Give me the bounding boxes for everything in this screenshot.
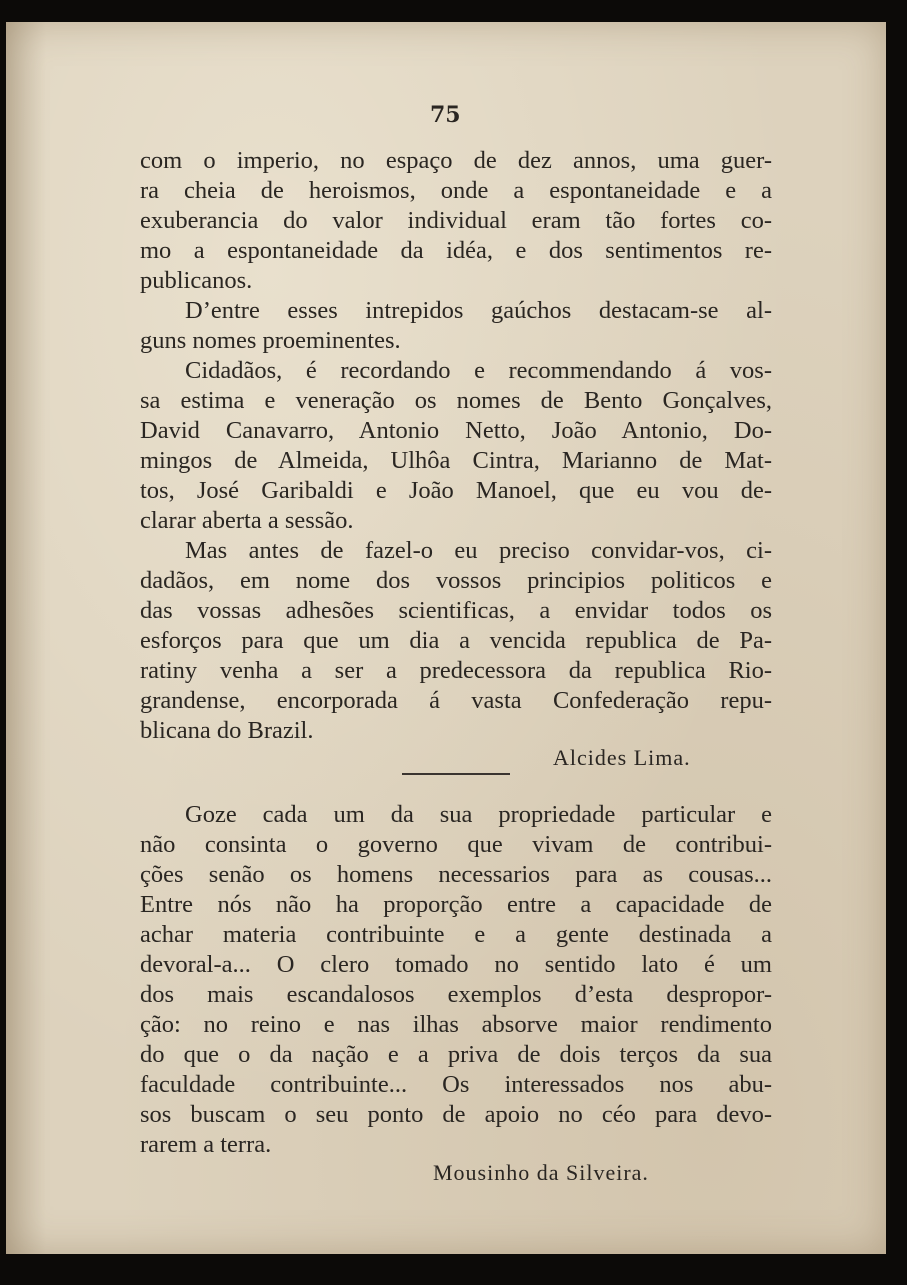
text-line: exuberancia do valor individual eram tão fortes co-: [140, 207, 772, 234]
text-line: mo a espontaneidade da idéa, e dos sentimentos re-: [140, 237, 772, 264]
text-line: ratiny venha a ser a predecessora da republica Rio-: [140, 657, 772, 684]
text-line: rarem a terra.: [140, 1131, 272, 1158]
text-line: dos mais escandalosos exemplos d’esta despropor-: [140, 981, 772, 1008]
section-divider: [402, 773, 510, 775]
text-line: grandense, encorporada á vasta Confederação repu-: [140, 687, 772, 714]
text-line: não consinta o governo que vivam de contribui-: [140, 831, 772, 858]
text-line: devoral-a... O clero tomado no sentido lato é um: [140, 951, 772, 978]
page-number: 75: [430, 102, 461, 128]
text-line: do que o da nação e a priva de dois terços da sua: [140, 1041, 772, 1068]
signature-mousinho-da-silveira: Mousinho da Silveira.: [433, 1160, 649, 1185]
text-line: das vossas adhesões scientificas, a envidar todos os: [140, 597, 772, 624]
signature-alcides-lima: Alcides Lima.: [553, 745, 691, 770]
text-line: sa estima e veneração os nomes de Bento Gonçalves,: [140, 387, 772, 414]
text-line: Goze cada um da sua propriedade particular e: [185, 801, 772, 828]
text-line: clarar aberta a sessão.: [140, 507, 354, 534]
text-line: com o imperio, no espaço de dez annos, uma guer-: [140, 147, 772, 174]
text-line: sos buscam o seu ponto de apoio no céo para devo-: [140, 1101, 772, 1128]
text-line: tos, José Garibaldi e João Manoel, que eu vou de-: [140, 477, 772, 504]
text-line: faculdade contribuinte... Os interessados nos abu-: [140, 1071, 772, 1098]
text-line: guns nomes proeminentes.: [140, 327, 401, 354]
page-edge-shadow: [6, 22, 46, 1254]
text-line: mingos de Almeida, Ulhôa Cintra, Marianno de Mat-: [140, 447, 772, 474]
text-line: Cidadãos, é recordando e recommendando á vos-: [185, 357, 772, 384]
text-line: Mas antes de fazel-o eu preciso convidar-vos, ci-: [185, 537, 772, 564]
text-line: blicana do Brazil.: [140, 717, 314, 744]
text-line: Entre nós não ha proporção entre a capacidade de: [140, 891, 772, 918]
text-line: ções senão os homens necessarios para as cousas...: [140, 861, 772, 888]
text-line: ção: no reino e nas ilhas absorve maior rendimento: [140, 1011, 772, 1038]
text-line: esforços para que um dia a vencida republica de Pa-: [140, 627, 772, 654]
text-line: ra cheia de heroismos, onde a espontaneidade e a: [140, 177, 772, 204]
text-line: achar materia contribuinte e a gente destinada a: [140, 921, 772, 948]
text-line: D’entre esses intrepidos gaúchos destacam-se al-: [185, 297, 772, 324]
text-line: dadãos, em nome dos vossos principios politicos e: [140, 567, 772, 594]
text-line: David Canavarro, Antonio Netto, João Antonio, Do-: [140, 417, 772, 444]
text-line: publicanos.: [140, 267, 253, 294]
